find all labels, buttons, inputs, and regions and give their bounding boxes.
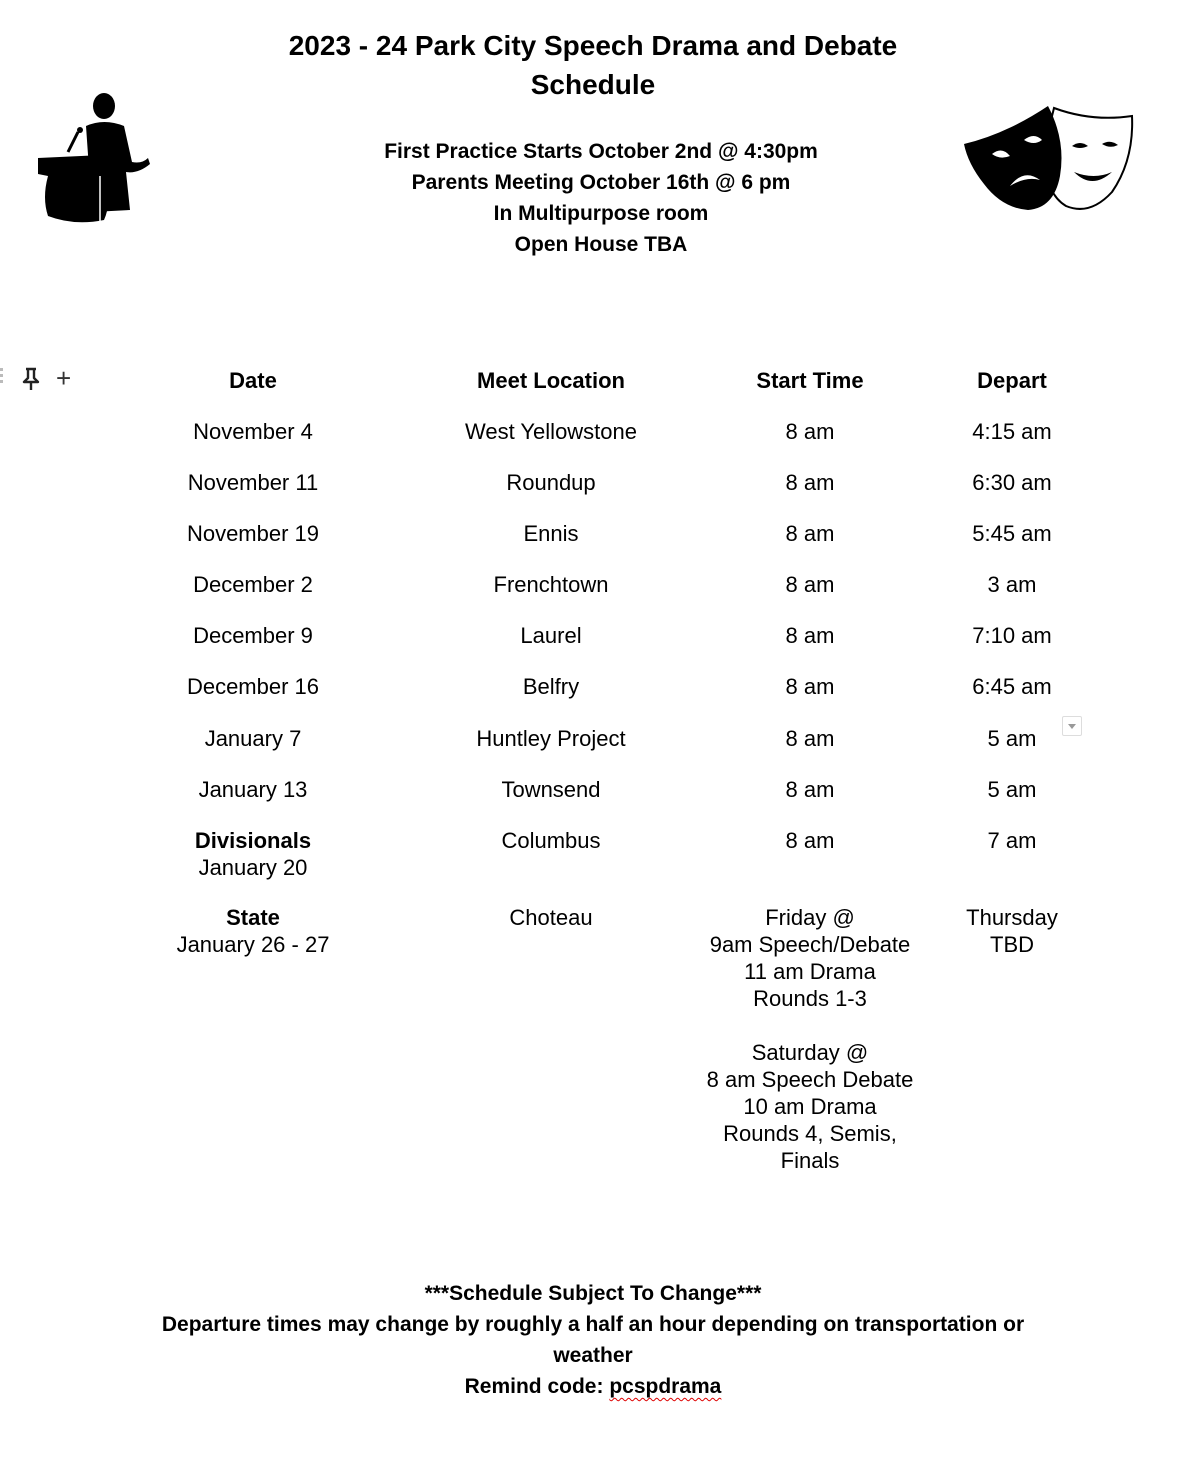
row-date: November 4 [193,419,313,444]
row-start: 8 am [785,726,835,751]
info-line-4: Open House TBA [514,233,688,256]
divisionals-depart: 7 am [987,828,1037,853]
info-line-1: First Practice Starts October 2nd @ 4:30pm [384,140,818,163]
dropdown-icon[interactable] [1062,716,1082,736]
state-start-line [690,1012,930,1039]
footer-notes [0,1278,1186,1402]
row-depart: 6:45 am [972,674,1052,699]
row-location: Townsend [501,777,601,802]
remind-label: Remind code: [464,1375,610,1398]
row-depart: 3 am [987,572,1037,597]
row-location: Huntley Project [476,726,626,751]
state-start [690,904,930,1174]
divisionals-location: Columbus [501,828,601,853]
state-start-line: 9am Speech/Debate [709,932,911,957]
state-start-line: 8 am Speech Debate [706,1067,914,1092]
remind-code: pcspdrama [609,1375,722,1398]
row-depart: 5:45 am [972,521,1052,546]
row-location: Belfry [522,674,580,699]
row-depart: 6:30 am [972,470,1052,495]
state-start-line: Saturday @ [751,1040,869,1065]
row-date: November 11 [187,470,319,495]
row-location: Ennis [523,521,579,546]
footer-line-3: weather [553,1344,633,1367]
divisionals-label: Divisionals [194,828,312,853]
drag-handle-icon[interactable] [0,368,4,390]
state-location: Choteau [509,905,593,930]
remind-code-line [0,1371,1186,1402]
row-date: January 13 [198,777,308,802]
state-depart-line: Thursday [966,905,1058,930]
row-start: 8 am [785,777,835,802]
state-depart-line: TBD [990,932,1034,957]
row-date: December 16 [186,674,320,699]
info-line-3: In Multipurpose room [493,202,709,225]
header-date: Date [229,368,277,393]
practice-info [0,136,1186,260]
footer-line-2: Departure times may change by roughly a half an hour depending on transportation or [161,1313,1025,1336]
divisionals-date-value: January 20 [198,855,308,880]
row-location: Laurel [520,623,582,648]
divisionals-start: 8 am [785,828,835,853]
divisionals-date [153,827,353,881]
plus-icon[interactable]: + [56,363,72,393]
row-start: 8 am [785,470,835,495]
state-start-line: 11 am Drama [744,959,876,984]
state-depart [940,904,1084,958]
row-date: November 19 [186,521,320,546]
row-depart: 4:15 am [972,419,1052,444]
table-row-tools [0,364,90,394]
state-label: State [226,905,280,930]
row-start: 8 am [785,419,835,444]
row-location: West Yellowstone [464,419,638,444]
state-date [153,904,353,958]
row-start: 8 am [785,674,835,699]
pin-icon[interactable] [20,366,42,392]
row-date: December 2 [193,572,313,597]
state-start-line: 10 am Drama [743,1094,877,1119]
row-start: 8 am [785,623,835,648]
title-line-2: Schedule [530,69,656,100]
state-start-line: Finals [780,1148,840,1173]
header-location: Meet Location [477,368,625,393]
row-location: Roundup [506,470,596,495]
state-date-value: January 26 - 27 [176,932,330,957]
title-line-1: 2023 - 24 Park City Speech Drama and Debate [288,30,898,61]
footer-line-1: ***Schedule Subject To Change*** [424,1282,762,1305]
row-location: Frenchtown [493,572,609,597]
row-date: January 7 [204,726,302,751]
row-depart: 5 am [987,726,1037,751]
info-line-2: Parents Meeting October 16th @ 6 pm [411,171,791,194]
row-date: December 9 [193,623,313,648]
row-depart: 5 am [987,777,1037,802]
row-start: 8 am [785,521,835,546]
header-start-time: Start Time [756,368,864,393]
state-start-line: Rounds 1-3 [753,986,867,1011]
header-depart: Depart [977,368,1047,393]
state-start-line: Rounds 4, Semis, [723,1121,897,1146]
row-depart: 7:10 am [972,623,1052,648]
page-title [0,26,1186,104]
row-start: 8 am [785,572,835,597]
state-start-line: Friday @ [765,905,855,930]
